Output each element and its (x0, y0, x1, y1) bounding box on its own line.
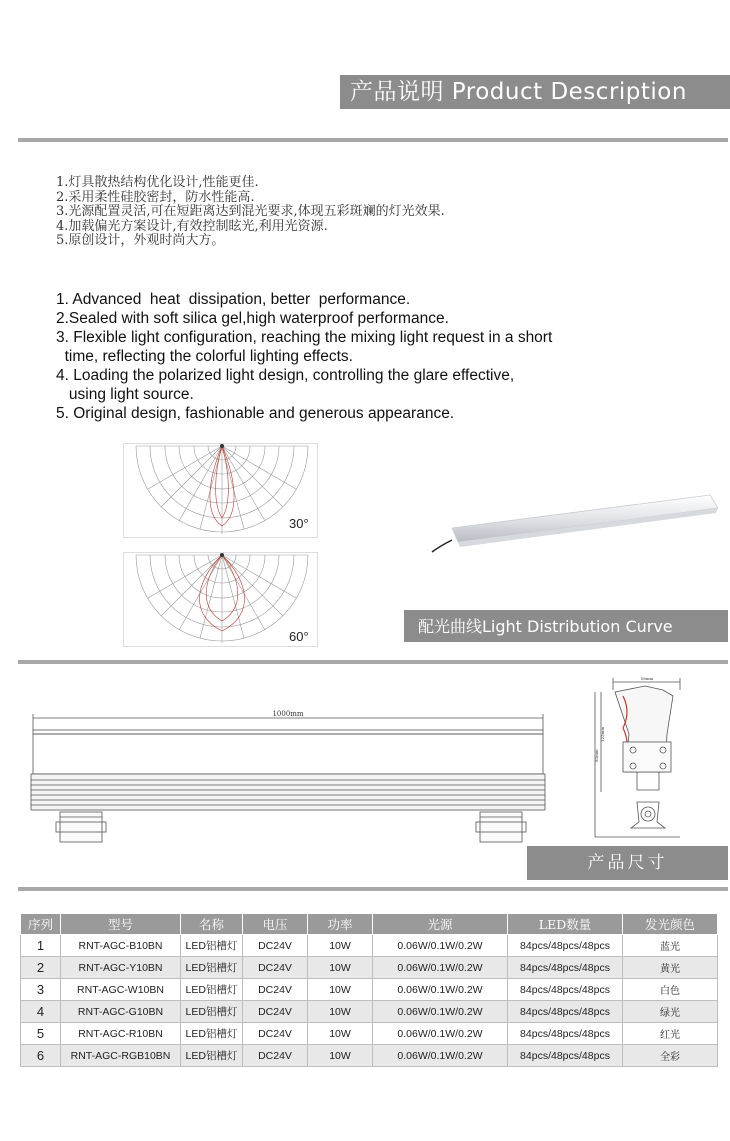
polar-diagram-30 (123, 443, 318, 538)
table-row (21, 957, 718, 979)
cell-light-color: 绿光 (623, 1001, 718, 1023)
description-cn-line: 2.采用柔性硅胶密封，防水性能高. (56, 189, 255, 205)
description-en-line: 5. Original design, fashionable and generous appearance. (56, 405, 455, 422)
column-header: 型号 (61, 914, 181, 935)
section-divider-top (18, 138, 728, 142)
cell-model: RNT-AGC-W10BN (61, 979, 181, 1001)
cell-model: RNT-AGC-G10BN (61, 1001, 181, 1023)
front-dimension-drawing (20, 690, 560, 860)
cell-power: 10W (308, 935, 373, 957)
cell-light-color: 红光 (623, 1023, 718, 1045)
lamp-product-image (430, 480, 720, 555)
description-cn (56, 176, 656, 249)
cell-led-count: 84pcs/48pcs/48pcs (508, 1001, 623, 1023)
cell-power: 10W (308, 1023, 373, 1045)
cell-light-source: 0.06W/0.1W/0.2W (373, 957, 508, 979)
angle-label-30: 30° (289, 516, 309, 531)
cell-voltage: DC24V (243, 1045, 308, 1067)
cell-index: 5 (21, 1023, 61, 1045)
cell-light-source: 0.06W/0.1W/0.2W (373, 1001, 508, 1023)
column-header: 电压 (243, 914, 308, 935)
cell-light-source: 0.06W/0.1W/0.2W (373, 979, 508, 1001)
cell-light-color: 白色 (623, 979, 718, 1001)
description-cn-line: 5.原创设计，外观时尚大方。 (56, 233, 225, 248)
cell-index: 2 (21, 957, 61, 979)
column-header: 序列 (21, 914, 61, 935)
cell-power: 10W (308, 957, 373, 979)
cell-name: LED铝槽灯 (181, 979, 243, 1001)
cell-led-count: 84pcs/48pcs/48pcs (508, 935, 623, 957)
cell-led-count: 84pcs/48pcs/48pcs (508, 1045, 623, 1067)
size-title: 产品尺寸 (587, 853, 668, 873)
length-label: 1000mm (272, 710, 304, 718)
side-dimension-drawing (585, 672, 695, 842)
description-en-line: 3. Flexible light configuration, reaching the mixing light request in a short (56, 329, 553, 346)
column-header: 功率 (308, 914, 373, 935)
cell-light-source: 0.06W/0.1W/0.2W (373, 1045, 508, 1067)
cell-index: 4 (21, 1001, 61, 1023)
cell-name: LED铝槽灯 (181, 957, 243, 979)
column-header: 发光颜色 (623, 914, 718, 935)
curve-title: 配光曲线Light Distribution Curve (418, 617, 673, 636)
cell-model: RNT-AGC-B10BN (61, 935, 181, 957)
table-row (21, 1023, 718, 1045)
description-cn-line: 4.加载偏光方案设计,有效控制眩光,利用光资源. (56, 218, 328, 234)
side-height-label-1: 123mm (600, 726, 605, 742)
description-en-line: 2.Sealed with soft silica gel,high waterproof performance. (56, 310, 449, 327)
description-en (56, 290, 666, 423)
table-header-row (21, 914, 718, 935)
cell-light-source: 0.06W/0.1W/0.2W (373, 1023, 508, 1045)
cell-light-color: 蓝光 (623, 935, 718, 957)
cell-name: LED铝槽灯 (181, 1045, 243, 1067)
description-en-line: 4. Loading the polarized light design, controlling the glare effective, (56, 367, 515, 384)
cell-model: RNT-AGC-R10BN (61, 1023, 181, 1045)
table-row (21, 935, 718, 957)
column-header: 光源 (373, 914, 508, 935)
section-divider-middle (18, 660, 728, 664)
cell-led-count: 84pcs/48pcs/48pcs (508, 979, 623, 1001)
description-en-line: time, reflecting the colorful lighting effects. (56, 348, 353, 365)
cell-index: 1 (21, 935, 61, 957)
cell-voltage: DC24V (243, 935, 308, 957)
cell-light-color: 全彩 (623, 1045, 718, 1067)
cell-light-color: 黄光 (623, 957, 718, 979)
cell-index: 6 (21, 1045, 61, 1067)
spec-table (20, 913, 718, 1067)
page-title: 产品说明 Product Description (350, 79, 687, 105)
cell-voltage: DC24V (243, 1001, 308, 1023)
angle-label-60: 60° (289, 629, 309, 644)
description-cn-line: 3.光源配置灵活,可在短距离达到混光要求,体现五彩斑斓的灯光效果. (56, 204, 445, 219)
description-en-line: using light source. (56, 386, 194, 403)
cell-led-count: 84pcs/48pcs/48pcs (508, 957, 623, 979)
cell-model: RNT-AGC-Y10BN (61, 957, 181, 979)
polar-diagram-60 (123, 552, 318, 647)
cell-voltage: DC24V (243, 1023, 308, 1045)
side-height-label-2: 93mm (594, 749, 599, 762)
cell-power: 10W (308, 979, 373, 1001)
cell-power: 10W (308, 1001, 373, 1023)
cell-power: 10W (308, 1045, 373, 1067)
column-header: LED数量 (508, 914, 623, 935)
cell-name: LED铝槽灯 (181, 935, 243, 957)
table-row (21, 1045, 718, 1067)
cell-voltage: DC24V (243, 957, 308, 979)
section-divider-bottom (18, 887, 728, 891)
table-row (21, 979, 718, 1001)
description-en-line: 1. Advanced heat dissipation, better performance. (56, 291, 411, 308)
cell-name: LED铝槽灯 (181, 1023, 243, 1045)
cell-index: 3 (21, 979, 61, 1001)
side-width-label: 58mm (640, 676, 654, 681)
cell-voltage: DC24V (243, 979, 308, 1001)
cell-model: RNT-AGC-RGB10BN (61, 1045, 181, 1067)
table-row (21, 1001, 718, 1023)
cell-name: LED铝槽灯 (181, 1001, 243, 1023)
description-cn-line: 1.灯具散热结构优化设计,性能更佳. (56, 175, 259, 190)
cell-led-count: 84pcs/48pcs/48pcs (508, 1023, 623, 1045)
column-header: 名称 (181, 914, 243, 935)
cell-light-source: 0.06W/0.1W/0.2W (373, 935, 508, 957)
